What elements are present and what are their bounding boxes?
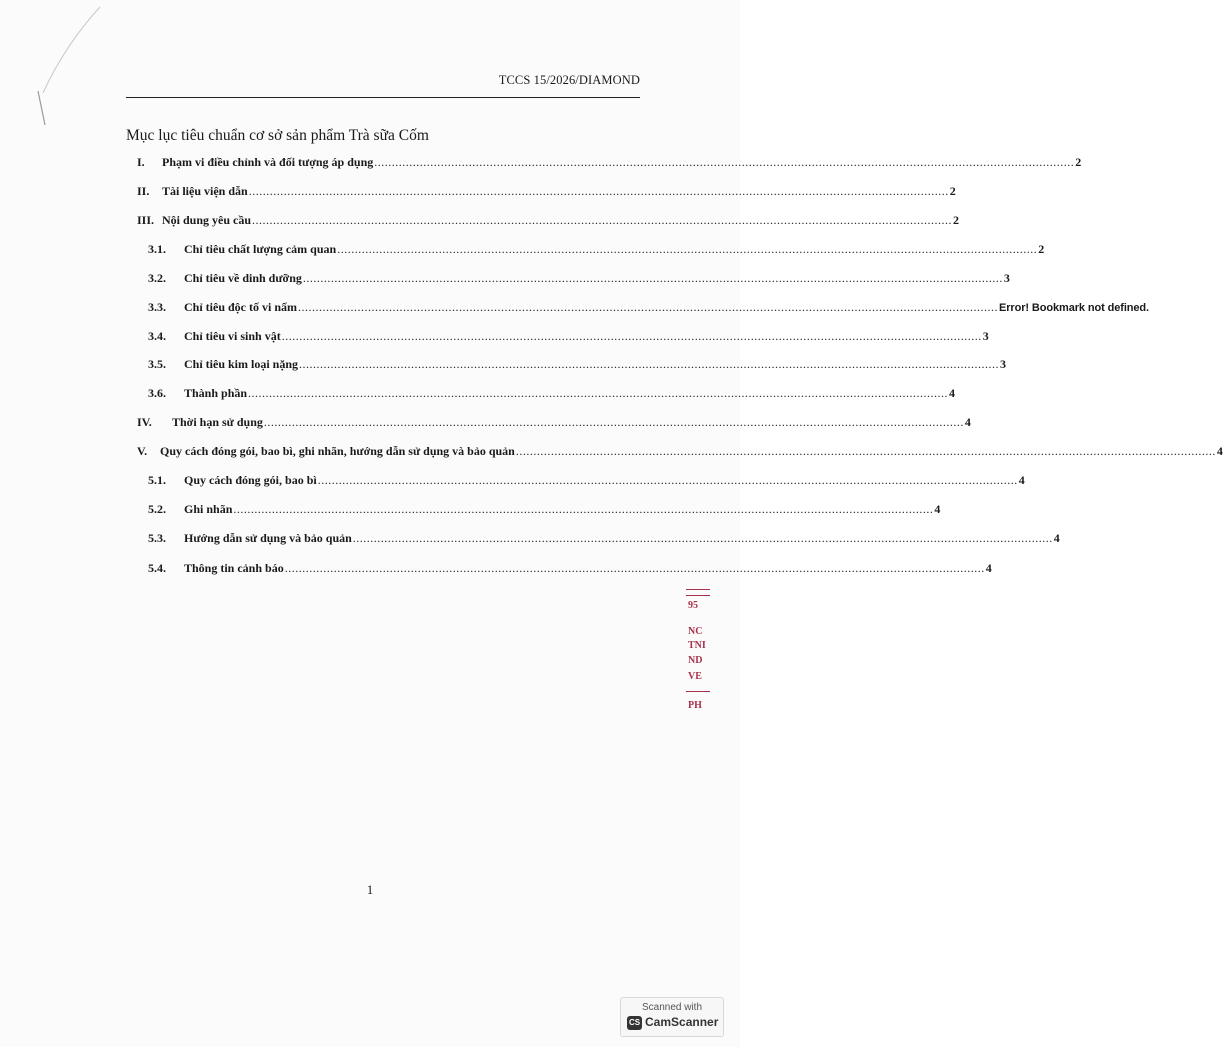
red-stamp-fragment — [686, 585, 710, 720]
toc-entry[interactable] — [0, 329, 989, 347]
toc-entry-label: Thành phần — [184, 386, 248, 400]
toc-dot-leader: ........................................................................................................................................................................................................ — [302, 271, 1003, 285]
toc-entry-label: Hướng dẫn sử dụng và bảo quản — [184, 531, 352, 545]
toc-entry-page: 2 — [953, 213, 960, 227]
toc-entry-page: 2 — [1038, 242, 1045, 256]
toc-entry-number: IV. — [137, 415, 152, 429]
toc-entry-label: Ghi nhãn — [184, 502, 233, 516]
toc-entry-label: Chỉ tiêu chất lượng cảm quan — [184, 242, 337, 256]
toc-entry-number: II. — [137, 184, 150, 198]
scanned-with-caption: Scanned with — [641, 1002, 703, 1013]
toc-dot-leader: ........................................................................................................................................................................................................ — [299, 357, 1000, 371]
toc-entry-number: 3.4. — [148, 329, 166, 343]
toc-entry-number: 3.5. — [148, 357, 166, 371]
toc-entry[interactable] — [0, 213, 960, 231]
toc-entry-label: Chỉ tiêu kim loại nặng — [184, 357, 299, 371]
toc-entry-page: Error! Bookmark not defined. — [999, 302, 1150, 314]
toc-entry[interactable] — [0, 271, 1010, 289]
toc-entry-label: Thông tin cảnh báo — [184, 561, 284, 575]
toc-entry-page: 4 — [1018, 473, 1025, 487]
toc-dot-leader: ........................................................................................................................................................................................................ — [263, 415, 964, 429]
toc-entry[interactable] — [0, 242, 1045, 260]
toc-entry-page: 4 — [985, 561, 992, 575]
toc-entry-number: 5.1. — [148, 473, 166, 487]
toc-dot-leader: ........................................................................................................................................................................................................ — [248, 184, 949, 198]
toc-entry-page: 4 — [934, 502, 941, 516]
stamp-text: NC — [688, 626, 703, 637]
toc-entry-page: 4 — [1216, 444, 1223, 458]
toc-entry-page: 2 — [949, 184, 956, 198]
toc-entry-number: V. — [137, 444, 148, 458]
stamp-text: ND — [688, 655, 703, 666]
toc-entry-label: Quy cách đóng gói, bao bì, ghi nhãn, hướng dẫn sử dụng và bảo quản — [160, 444, 515, 458]
toc-entry-number: 5.2. — [148, 502, 166, 516]
toc-entry[interactable] — [0, 531, 1060, 549]
toc-entry[interactable] — [0, 184, 956, 202]
toc-entry-label: Chỉ tiêu về dinh dưỡng — [184, 271, 302, 285]
toc-dot-leader: ........................................................................................................................................................................................................ — [284, 561, 985, 575]
toc-entry-number: I. — [137, 155, 145, 169]
toc-entry-label: Chỉ tiêu độc tố vi nấm — [184, 300, 298, 314]
toc-entry-page: 4 — [1053, 531, 1060, 545]
toc-dot-leader: ........................................................................................................................................................................................................ — [317, 473, 1018, 487]
toc-entry-page: 4 — [949, 386, 956, 400]
stamp-text: 95 — [688, 600, 698, 611]
toc-dot-leader: ........................................................................................................................................................................................................ — [252, 213, 953, 227]
stamp-text: PH — [688, 700, 702, 711]
toc-entry-page: 4 — [964, 415, 971, 429]
toc-entry[interactable] — [0, 415, 971, 433]
toc-dot-leader: ........................................................................................................................................................................................................ — [515, 444, 1216, 458]
toc-entry-label: Quy cách đóng gói, bao bì — [184, 473, 317, 487]
toc-title: Mục lục tiêu chuẩn cơ sở sản phẩm Trà sữa Cốm — [126, 127, 429, 144]
document-code: TCCS 15/2026/DIAMOND — [498, 73, 640, 87]
toc-entry-label: Thời hạn sử dụng — [172, 415, 263, 429]
toc-dot-leader: ........................................................................................................................................................................................................ — [233, 502, 934, 516]
toc-entry-number: 3.6. — [148, 386, 166, 400]
toc-dot-leader: ........................................................................................................................................................................................................ — [374, 155, 1075, 169]
stamp-text: TNI — [688, 640, 706, 651]
toc-entry[interactable] — [0, 300, 1150, 318]
toc-entry-number: 3.3. — [148, 300, 166, 314]
toc-dot-leader: ........................................................................................................................................................................................................ — [352, 531, 1053, 545]
stamp-rule — [686, 691, 710, 692]
toc-entry-number: 3.2. — [148, 271, 166, 285]
toc-entry-label: Phạm vi điều chỉnh và đối tượng áp dụng — [162, 155, 374, 169]
stamp-rule — [686, 589, 710, 590]
stamp-rule — [686, 595, 710, 596]
toc-entry-number: 5.4. — [148, 561, 166, 575]
toc-dot-leader: ........................................................................................................................................................................................................ — [281, 329, 982, 343]
toc-entry-number: III. — [137, 213, 155, 227]
camscanner-brand: CamScanner — [645, 1015, 719, 1029]
toc-entry-page: 3 — [1000, 357, 1007, 371]
toc-entry-label: Tài liệu viện dẫn — [162, 184, 248, 198]
toc-entry-page: 3 — [1003, 271, 1010, 285]
toc-entry[interactable] — [0, 386, 956, 404]
toc-dot-leader: ........................................................................................................................................................................................................ — [337, 242, 1038, 256]
stamp-text: VE — [688, 671, 702, 682]
toc-entry[interactable] — [0, 155, 1082, 173]
scan-fold-mark — [35, 5, 105, 125]
toc-entry-number: 5.3. — [148, 531, 166, 545]
toc-entry-page: 2 — [1075, 155, 1082, 169]
toc-entry[interactable] — [0, 444, 1223, 462]
toc-entry-label: Nội dung yêu cầu — [162, 213, 252, 227]
toc-dot-leader: ........................................................................................................................................................................................................ — [248, 386, 949, 400]
toc-entry[interactable] — [0, 473, 1025, 491]
toc-entry[interactable] — [0, 357, 1007, 375]
toc-entry-label: Chỉ tiêu vi sinh vật — [184, 329, 281, 343]
toc-dot-leader: ........................................................................................................................................................................................................ — [298, 300, 999, 314]
toc-entry[interactable] — [0, 561, 992, 579]
toc-entry-page: 3 — [982, 329, 989, 343]
header-rule — [126, 97, 640, 98]
toc-entry[interactable] — [0, 502, 941, 520]
toc-entry-number: 3.1. — [148, 242, 166, 256]
camscanner-icon: CS — [627, 1016, 642, 1030]
camscanner-watermark — [620, 997, 724, 1037]
page-number: 1 — [366, 882, 374, 897]
